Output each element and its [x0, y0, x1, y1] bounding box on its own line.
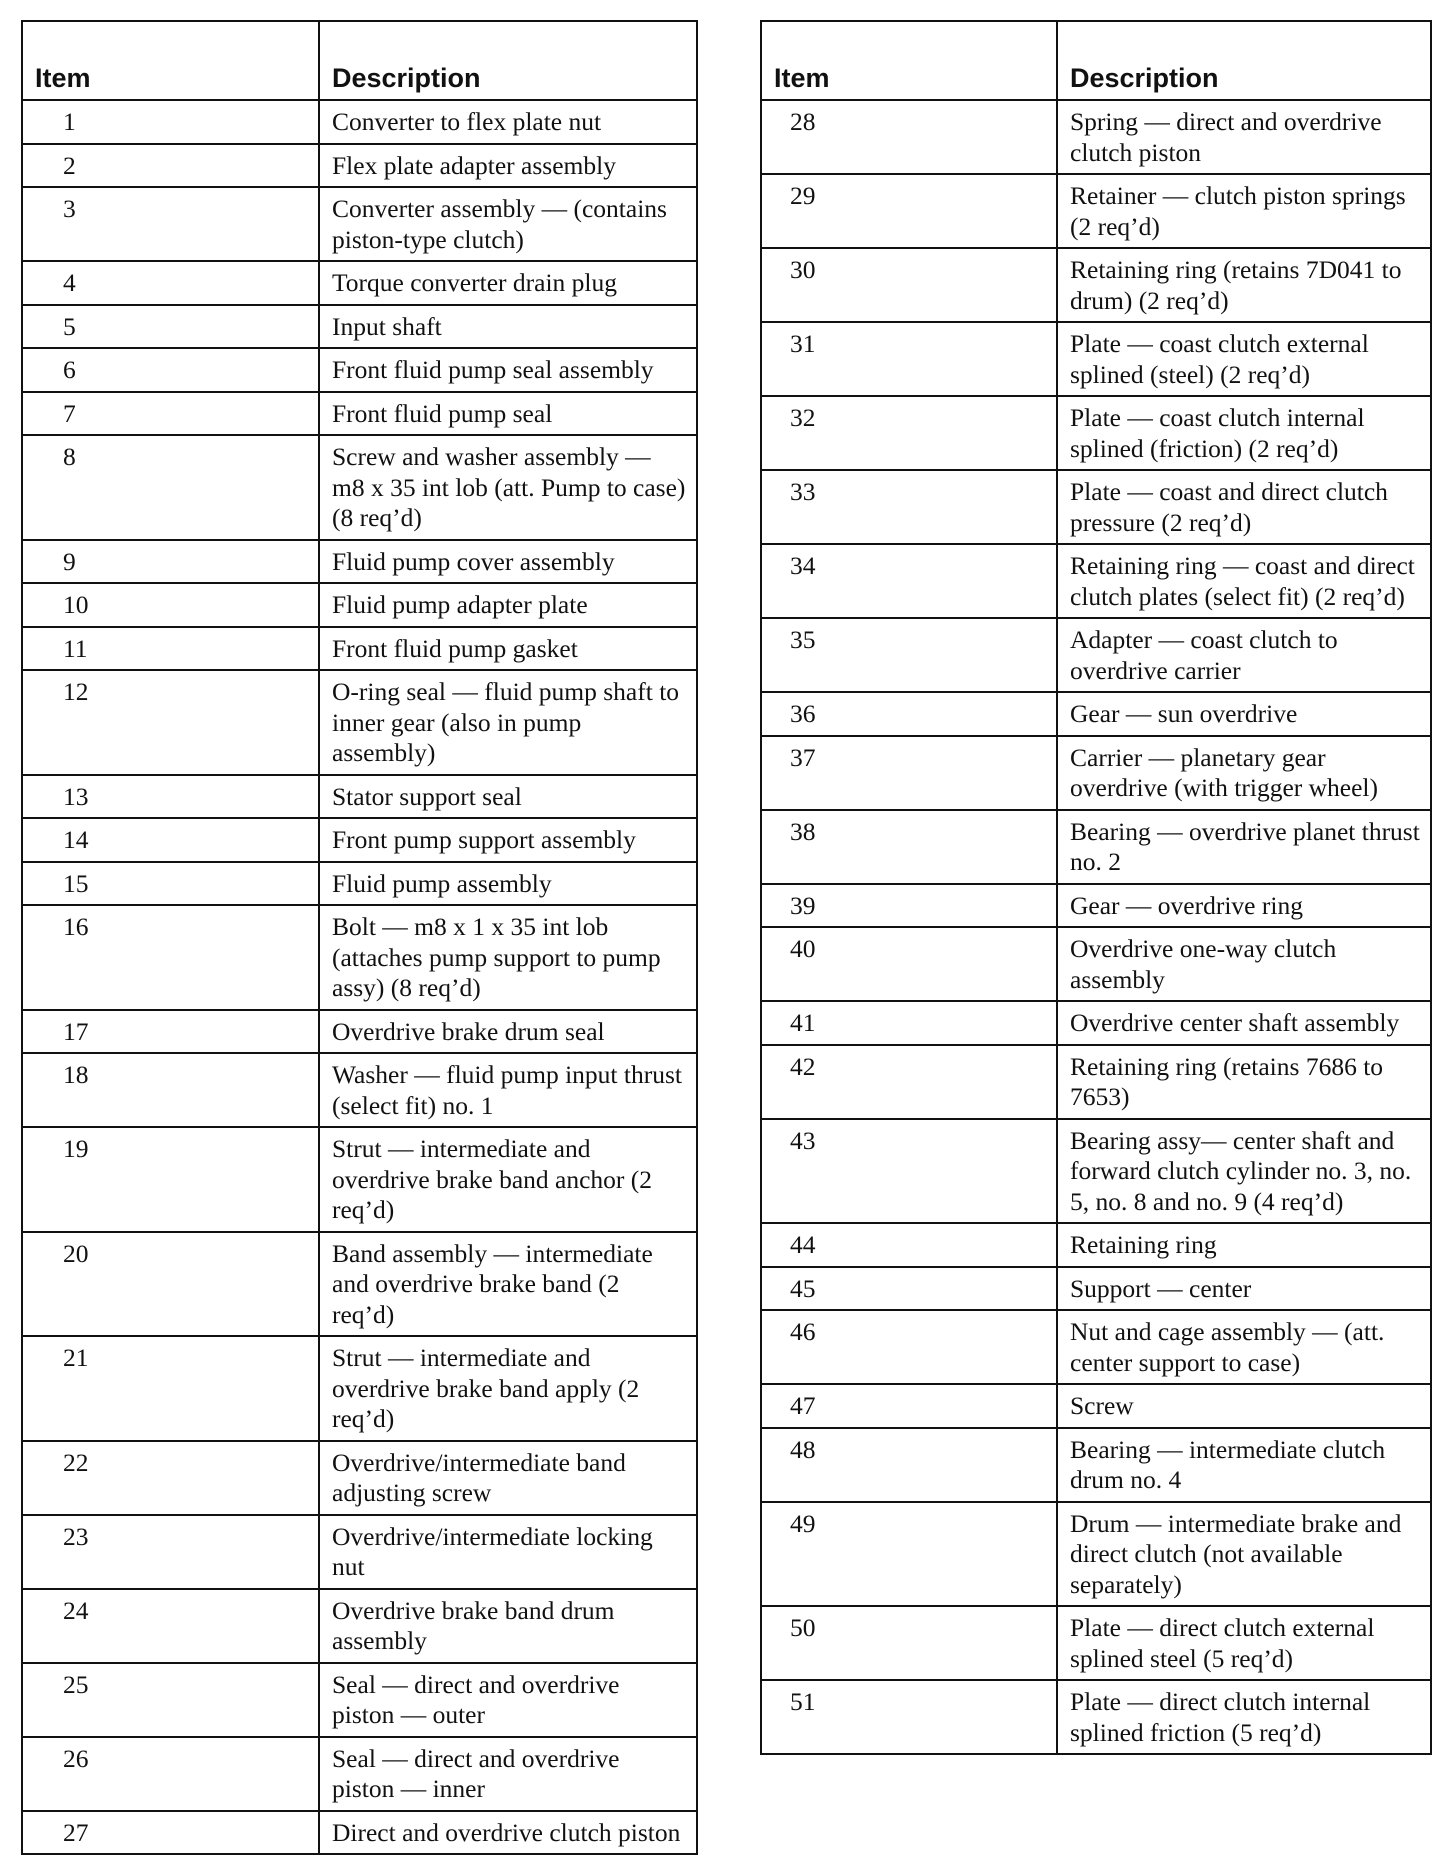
parts-table-right [760, 20, 1432, 1755]
description-cell: Converter to flex plate nut [319, 100, 697, 144]
description-cell: Gear — sun overdrive [1057, 692, 1431, 736]
description-cell: Bearing — intermediate clutch drum no. 4 [1057, 1428, 1431, 1502]
table-header-row [22, 21, 697, 100]
item-number-cell: 7 [22, 392, 319, 436]
description-cell: Plate — direct clutch internal splined friction (5 req’d) [1057, 1680, 1431, 1754]
table-header-row [761, 21, 1431, 100]
table-row [761, 396, 1431, 470]
item-number-cell: 36 [761, 692, 1057, 736]
table-row [761, 1001, 1431, 1045]
description-cell: Converter assembly — (contains piston-type clutch) [319, 187, 697, 261]
table-row [761, 1045, 1431, 1119]
item-number-cell: 28 [761, 100, 1057, 174]
description-cell: Seal — direct and overdrive piston — inner [319, 1737, 697, 1811]
table-row [22, 1441, 697, 1515]
table-row [761, 100, 1431, 174]
item-number-cell: 48 [761, 1428, 1057, 1502]
table-row [761, 1119, 1431, 1224]
item-number-cell: 4 [22, 261, 319, 305]
description-cell: Plate — direct clutch external splined steel (5 req’d) [1057, 1606, 1431, 1680]
table-row [761, 810, 1431, 884]
table-row [761, 174, 1431, 248]
item-number-cell: 19 [22, 1127, 319, 1232]
item-number-cell: 24 [22, 1589, 319, 1663]
table-row [761, 736, 1431, 810]
item-number-cell: 34 [761, 544, 1057, 618]
table-row [761, 884, 1431, 928]
item-number-cell: 31 [761, 322, 1057, 396]
item-number-cell: 38 [761, 810, 1057, 884]
table-row [22, 1010, 697, 1054]
item-number-cell: 32 [761, 396, 1057, 470]
item-number-cell: 29 [761, 174, 1057, 248]
description-cell: Front pump support assembly [319, 818, 697, 862]
description-cell: Screw [1057, 1384, 1431, 1428]
description-cell: Spring — direct and overdrive clutch piston [1057, 100, 1431, 174]
item-number-cell: 18 [22, 1053, 319, 1127]
item-number-cell: 25 [22, 1663, 319, 1737]
table-row [22, 627, 697, 671]
description-cell: Retaining ring (retains 7D041 to drum) (2 req’d) [1057, 248, 1431, 322]
table-row [22, 144, 697, 188]
table-row [22, 187, 697, 261]
table-row [761, 1310, 1431, 1384]
description-column-header: Description [1057, 21, 1431, 100]
description-cell: Retainer — clutch piston springs (2 req’d) [1057, 174, 1431, 248]
table-row [22, 670, 697, 775]
description-cell: Band assembly — intermediate and overdrive brake band (2 req’d) [319, 1232, 697, 1337]
item-number-cell: 37 [761, 736, 1057, 810]
item-number-cell: 16 [22, 905, 319, 1010]
description-cell: Overdrive/intermediate band adjusting screw [319, 1441, 697, 1515]
item-number-cell: 6 [22, 348, 319, 392]
table-row [22, 1515, 697, 1589]
table-row [22, 348, 697, 392]
item-number-cell: 5 [22, 305, 319, 349]
description-cell: Nut and cage assembly — (att. center support to case) [1057, 1310, 1431, 1384]
description-cell: Support — center [1057, 1267, 1431, 1311]
table-row [22, 818, 697, 862]
item-number-cell: 35 [761, 618, 1057, 692]
table-row [22, 435, 697, 540]
item-number-cell: 43 [761, 1119, 1057, 1224]
table-row [761, 248, 1431, 322]
item-number-cell: 9 [22, 540, 319, 584]
table-row [22, 540, 697, 584]
description-cell: Adapter — coast clutch to overdrive carrier [1057, 618, 1431, 692]
item-number-cell: 27 [22, 1811, 319, 1855]
description-cell: O-ring seal — fluid pump shaft to inner gear (also in pump assembly) [319, 670, 697, 775]
item-number-cell: 39 [761, 884, 1057, 928]
item-column-header: Item [761, 21, 1057, 100]
item-number-cell: 40 [761, 927, 1057, 1001]
table-row [22, 905, 697, 1010]
item-number-cell: 8 [22, 435, 319, 540]
table-row [761, 1428, 1431, 1502]
item-number-cell: 11 [22, 627, 319, 671]
table-row [761, 1680, 1431, 1754]
item-number-cell: 12 [22, 670, 319, 775]
description-cell: Plate — coast clutch internal splined (friction) (2 req’d) [1057, 396, 1431, 470]
table-row [761, 618, 1431, 692]
item-number-cell: 49 [761, 1502, 1057, 1607]
table-row [22, 1737, 697, 1811]
item-number-cell: 23 [22, 1515, 319, 1589]
item-number-cell: 46 [761, 1310, 1057, 1384]
item-number-cell: 26 [22, 1737, 319, 1811]
description-cell: Retaining ring (retains 7686 to 7653) [1057, 1045, 1431, 1119]
description-cell: Overdrive brake drum seal [319, 1010, 697, 1054]
table-row [22, 1053, 697, 1127]
description-cell: Front fluid pump seal assembly [319, 348, 697, 392]
description-cell: Plate — coast and direct clutch pressure (2 req’d) [1057, 470, 1431, 544]
table-row [761, 927, 1431, 1001]
item-number-cell: 45 [761, 1267, 1057, 1311]
description-cell: Bolt — m8 x 1 x 35 int lob (attaches pump support to pump assy) (8 req’d) [319, 905, 697, 1010]
parts-table-left [21, 20, 698, 1855]
item-number-cell: 3 [22, 187, 319, 261]
table-row [22, 1127, 697, 1232]
table-row [761, 1267, 1431, 1311]
description-cell: Fluid pump adapter plate [319, 583, 697, 627]
description-cell: Fluid pump cover assembly [319, 540, 697, 584]
item-number-cell: 21 [22, 1336, 319, 1441]
item-number-cell: 17 [22, 1010, 319, 1054]
description-cell: Gear — overdrive ring [1057, 884, 1431, 928]
description-column-header: Description [319, 21, 697, 100]
table-row [22, 1232, 697, 1337]
item-number-cell: 44 [761, 1223, 1057, 1267]
item-number-cell: 2 [22, 144, 319, 188]
description-cell: Front fluid pump seal [319, 392, 697, 436]
table-row [761, 1223, 1431, 1267]
table-row [761, 544, 1431, 618]
description-cell: Drum — intermediate brake and direct clutch (not available separately) [1057, 1502, 1431, 1607]
table-row [761, 322, 1431, 396]
table-row [22, 583, 697, 627]
table-row [22, 100, 697, 144]
item-number-cell: 13 [22, 775, 319, 819]
item-number-cell: 42 [761, 1045, 1057, 1119]
table-row [22, 775, 697, 819]
description-cell: Stator support seal [319, 775, 697, 819]
description-cell: Front fluid pump gasket [319, 627, 697, 671]
description-cell: Retaining ring — coast and direct clutch plates (select fit) (2 req’d) [1057, 544, 1431, 618]
description-cell: Seal — direct and overdrive piston — outer [319, 1663, 697, 1737]
description-cell: Overdrive one-way clutch assembly [1057, 927, 1431, 1001]
description-cell: Strut — intermediate and overdrive brake band anchor (2 req’d) [319, 1127, 697, 1232]
item-number-cell: 10 [22, 583, 319, 627]
table-row [761, 470, 1431, 544]
table-row [22, 261, 697, 305]
description-cell: Input shaft [319, 305, 697, 349]
table-row [22, 862, 697, 906]
description-cell: Carrier — planetary gear overdrive (with trigger wheel) [1057, 736, 1431, 810]
description-cell: Overdrive/intermediate locking nut [319, 1515, 697, 1589]
parts-table-left-body [22, 100, 697, 1854]
item-number-cell: 20 [22, 1232, 319, 1337]
item-number-cell: 1 [22, 100, 319, 144]
item-number-cell: 50 [761, 1606, 1057, 1680]
description-cell: Screw and washer assembly — m8 x 35 int lob (att. Pump to case) (8 req’d) [319, 435, 697, 540]
item-number-cell: 51 [761, 1680, 1057, 1754]
item-number-cell: 41 [761, 1001, 1057, 1045]
description-cell: Strut — intermediate and overdrive brake band apply (2 req’d) [319, 1336, 697, 1441]
description-cell: Torque converter drain plug [319, 261, 697, 305]
table-row [22, 1589, 697, 1663]
description-cell: Overdrive brake band drum assembly [319, 1589, 697, 1663]
item-number-cell: 22 [22, 1441, 319, 1515]
description-cell: Bearing — overdrive planet thrust no. 2 [1057, 810, 1431, 884]
table-row [761, 692, 1431, 736]
table-row [761, 1502, 1431, 1607]
table-row [22, 1336, 697, 1441]
description-cell: Retaining ring [1057, 1223, 1431, 1267]
description-cell: Overdrive center shaft assembly [1057, 1001, 1431, 1045]
table-row [22, 1811, 697, 1855]
description-cell: Flex plate adapter assembly [319, 144, 697, 188]
description-cell: Bearing assy— center shaft and forward clutch cylinder no. 3, no. 5, no. 8 and no. 9 (4 req’d) [1057, 1119, 1431, 1224]
item-number-cell: 15 [22, 862, 319, 906]
item-number-cell: 30 [761, 248, 1057, 322]
description-cell: Direct and overdrive clutch piston [319, 1811, 697, 1855]
item-number-cell: 33 [761, 470, 1057, 544]
table-row [22, 1663, 697, 1737]
description-cell: Fluid pump assembly [319, 862, 697, 906]
table-row [22, 305, 697, 349]
item-column-header: Item [22, 21, 319, 100]
parts-table-right-body [761, 100, 1431, 1754]
item-number-cell: 47 [761, 1384, 1057, 1428]
table-row [22, 392, 697, 436]
table-row [761, 1606, 1431, 1680]
description-cell: Plate — coast clutch external splined (steel) (2 req’d) [1057, 322, 1431, 396]
description-cell: Washer — fluid pump input thrust (select fit) no. 1 [319, 1053, 697, 1127]
item-number-cell: 14 [22, 818, 319, 862]
table-row [761, 1384, 1431, 1428]
